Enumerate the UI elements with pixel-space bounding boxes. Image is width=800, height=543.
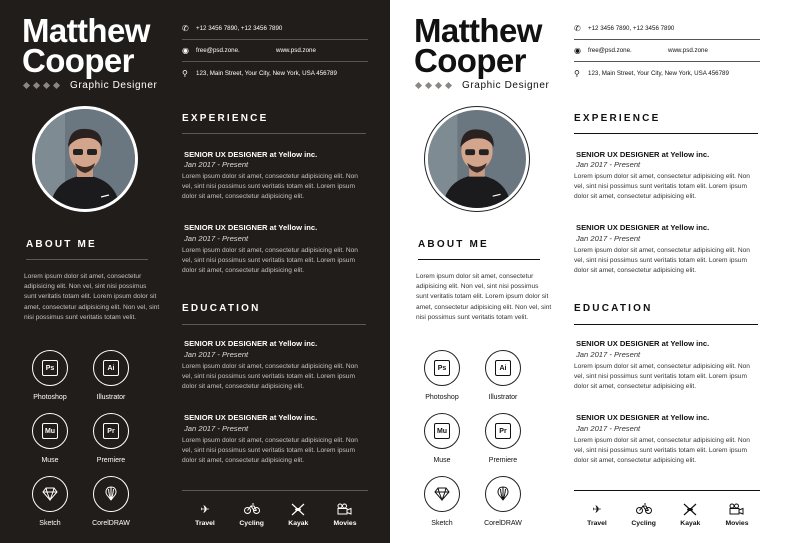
phone-icon: ✆ bbox=[574, 24, 581, 33]
experience-item-date: Jan 2017 - Present bbox=[184, 234, 249, 243]
airplane-icon: ✈ bbox=[592, 504, 602, 516]
hobbies-row bbox=[574, 490, 760, 527]
airplane-icon: ✈ bbox=[200, 504, 210, 516]
hobby-kayak bbox=[667, 503, 713, 527]
education-item-text: Lorem ipsum dolor sit amet, consectetur adipisicing elit. Non vel, sint nisi possimus sunt veritatis totam elit. Lorem ipsum dolor sit amet, consectetur adipisicing elit. bbox=[574, 437, 750, 465]
hobby-label: Cycling bbox=[631, 520, 656, 527]
diamond-icon bbox=[435, 82, 442, 89]
skill-badge bbox=[93, 413, 129, 449]
photoshop-icon: Ps bbox=[434, 360, 450, 376]
movie-camera-icon bbox=[322, 503, 368, 517]
diamond-icon bbox=[33, 82, 40, 89]
experience-item-title: SENIOR UX DESIGNER at Yellow inc. bbox=[576, 150, 710, 159]
skill-muse bbox=[412, 413, 472, 464]
skill-premiere bbox=[81, 413, 141, 464]
photoshop-icon: Ps bbox=[42, 360, 58, 376]
experience-item-text: Lorem ipsum dolor sit amet, consectetur adipisicing elit. Non vel, sint nisi possimus sunt veritatis totam elit. Lorem ipsum dolor sit amet, consectetur adipisicing elit. bbox=[182, 247, 358, 275]
kayak-icon bbox=[275, 503, 321, 517]
coreldraw-balloon-icon bbox=[105, 486, 117, 502]
muse-icon: Mu bbox=[434, 423, 450, 439]
hobby-label: Travel bbox=[195, 520, 215, 527]
education-divider bbox=[182, 324, 366, 325]
hobby-label: Cycling bbox=[239, 520, 264, 527]
location-pin-icon: ⚲ bbox=[182, 68, 188, 78]
contact-web-row bbox=[574, 40, 760, 62]
skill-sketch bbox=[412, 476, 472, 527]
kayak-icon bbox=[667, 503, 713, 517]
skill-badge bbox=[424, 350, 460, 386]
education-item-text: Lorem ipsum dolor sit amet, consectetur adipisicing elit. Non vel, sint nisi possimus sunt veritatis totam elit. Lorem ipsum dolor sit amet, consectetur adipisicing elit. bbox=[182, 437, 358, 465]
globe-icon: ◉ bbox=[574, 46, 581, 55]
education-heading: EDUCATION bbox=[574, 303, 653, 314]
skill-illustrator bbox=[473, 350, 533, 401]
skill-label: Premiere bbox=[96, 457, 126, 464]
about-text: Lorem ipsum dolor sit amet, consectetur adipisicing elit. Non vel, sint nisi possimus sunt veritatis totam elit. Lorem ipsum dolor sit amet, consectetur adipisicing elit. Non vel, sint nisi possimus sunt veritatis totam velit. bbox=[24, 273, 160, 321]
role-row bbox=[416, 80, 549, 91]
experience-item-date: Jan 2017 - Present bbox=[576, 234, 641, 243]
hobby-movies bbox=[714, 503, 760, 527]
illustrator-icon: Ai bbox=[103, 360, 119, 376]
skill-badge bbox=[485, 476, 521, 512]
education-heading: EDUCATION bbox=[182, 303, 261, 314]
experience-heading: EXPERIENCE bbox=[574, 113, 661, 124]
coreldraw-balloon-icon bbox=[497, 486, 509, 502]
premiere-icon: Pr bbox=[495, 423, 511, 439]
phone-icon: ✆ bbox=[182, 24, 189, 33]
hobby-movies bbox=[322, 503, 368, 527]
hobby-label: Kayak bbox=[680, 520, 701, 527]
contact-list bbox=[182, 18, 368, 84]
muse-icon: Mu bbox=[42, 423, 58, 439]
skill-badge bbox=[32, 476, 68, 512]
profile-photo bbox=[424, 106, 530, 212]
experience-item-text: Lorem ipsum dolor sit amet, consectetur adipisicing elit. Non vel, sint nisi possimus sunt veritatis totam elit. Lorem ipsum dolor sit amet, consectetur adipisicing elit. bbox=[574, 173, 750, 201]
skill-badge bbox=[32, 350, 68, 386]
contact-website[interactable]: www.psd.zone bbox=[276, 47, 316, 54]
contact-phone-row bbox=[182, 18, 368, 40]
job-role: Graphic Designer bbox=[462, 80, 550, 91]
contact-web-row bbox=[182, 40, 368, 62]
skill-badge bbox=[485, 350, 521, 386]
contact-list bbox=[574, 18, 760, 84]
diamond-icon bbox=[425, 82, 432, 89]
diamond-icon bbox=[43, 82, 50, 89]
skill-label: CorelDRAW bbox=[92, 520, 130, 527]
about-text: Lorem ipsum dolor sit amet, consectetur adipisicing elit. Non vel, sint nisi possimus sunt veritatis totam elit. Lorem ipsum dolor sit amet, consectetur adipisicing elit. Non vel, sint nisi possimus sunt veritatis totam velit. bbox=[416, 273, 552, 321]
skill-label: CorelDRAW bbox=[484, 520, 522, 527]
illustrator-icon: Ai bbox=[495, 360, 511, 376]
hobby-cycling bbox=[621, 503, 667, 527]
skill-photoshop bbox=[412, 350, 472, 401]
contact-email[interactable]: free@psd.zone. bbox=[196, 47, 240, 54]
name-last: Cooper bbox=[22, 42, 134, 79]
name-first: Matthew bbox=[414, 12, 542, 49]
about-divider bbox=[26, 259, 148, 260]
skill-badge bbox=[424, 413, 460, 449]
movie-camera-icon bbox=[714, 503, 760, 517]
education-item-text: Lorem ipsum dolor sit amet, consectetur adipisicing elit. Non vel, sint nisi possimus sunt veritatis totam elit. Lorem ipsum dolor sit amet, consectetur adipisicing elit. bbox=[182, 363, 358, 391]
premiere-icon: Pr bbox=[103, 423, 119, 439]
skill-badge bbox=[93, 476, 129, 512]
skill-illustrator bbox=[81, 350, 141, 401]
education-item-date: Jan 2017 - Present bbox=[184, 350, 249, 359]
contact-phone-row bbox=[574, 18, 760, 40]
sketch-diamond-icon bbox=[434, 487, 450, 501]
skill-premiere bbox=[473, 413, 533, 464]
hobby-label: Kayak bbox=[288, 520, 309, 527]
experience-divider bbox=[182, 133, 366, 134]
skill-badge bbox=[485, 413, 521, 449]
skill-label: Muse bbox=[41, 457, 59, 464]
diamond-icon bbox=[415, 82, 422, 89]
hobby-label: Movies bbox=[725, 520, 749, 527]
resume-name bbox=[22, 12, 150, 79]
location-pin-icon: ⚲ bbox=[574, 68, 580, 78]
experience-item-date: Jan 2017 - Present bbox=[576, 160, 641, 169]
skill-label: Sketch bbox=[431, 520, 453, 527]
education-item-text: Lorem ipsum dolor sit amet, consectetur adipisicing elit. Non vel, sint nisi possimus sunt veritatis totam elit. Lorem ipsum dolor sit amet, consectetur adipisicing elit. bbox=[574, 363, 750, 391]
bicycle-icon bbox=[621, 503, 667, 517]
resume-light-version bbox=[392, 0, 792, 543]
education-item-title: SENIOR UX DESIGNER at Yellow inc. bbox=[184, 339, 318, 348]
profile-photo-image bbox=[428, 110, 526, 208]
skill-muse bbox=[20, 413, 80, 464]
education-divider bbox=[574, 324, 758, 325]
job-role: Graphic Designer bbox=[70, 80, 158, 91]
skill-photoshop bbox=[20, 350, 80, 401]
hobby-label: Travel bbox=[587, 520, 607, 527]
about-heading: ABOUT ME bbox=[418, 239, 489, 250]
about-heading: ABOUT ME bbox=[26, 239, 97, 250]
hobby-travel bbox=[574, 503, 620, 527]
experience-divider bbox=[574, 133, 758, 134]
contact-website[interactable]: www.psd.zone bbox=[668, 47, 708, 54]
skill-label: Illustrator bbox=[96, 394, 126, 401]
profile-photo bbox=[32, 106, 138, 212]
contact-address-row bbox=[574, 62, 760, 84]
resume-name bbox=[414, 12, 542, 79]
experience-item-title: SENIOR UX DESIGNER at Yellow inc. bbox=[184, 223, 318, 232]
education-item-date: Jan 2017 - Present bbox=[184, 424, 249, 433]
hobby-travel bbox=[182, 503, 228, 527]
experience-item-text: Lorem ipsum dolor sit amet, consectetur adipisicing elit. Non vel, sint nisi possimus sunt veritatis totam elit. Lorem ipsum dolor sit amet, consectetur adipisicing elit. bbox=[574, 247, 750, 275]
skill-label: Premiere bbox=[488, 457, 518, 464]
hobbies-row bbox=[182, 490, 368, 527]
education-item-title: SENIOR UX DESIGNER at Yellow inc. bbox=[184, 413, 318, 422]
education-item-title: SENIOR UX DESIGNER at Yellow inc. bbox=[576, 339, 710, 348]
contact-address: 123, Main Street, Your City, New York, USA 456789 bbox=[588, 69, 729, 77]
bicycle-icon bbox=[229, 503, 275, 517]
skill-badge bbox=[93, 350, 129, 386]
skill-badge bbox=[424, 476, 460, 512]
experience-heading: EXPERIENCE bbox=[182, 113, 269, 124]
contact-phone: +12 3456 7890, +12 3456 7890 bbox=[196, 25, 283, 32]
experience-item-title: SENIOR UX DESIGNER at Yellow inc. bbox=[184, 150, 318, 159]
hobby-kayak bbox=[275, 503, 321, 527]
contact-address: 123, Main Street, Your City, New York, USA 456789 bbox=[196, 69, 337, 77]
name-first: Matthew bbox=[22, 12, 150, 49]
diamond-icon bbox=[53, 82, 60, 89]
experience-item-date: Jan 2017 - Present bbox=[184, 160, 249, 169]
contact-email[interactable]: free@psd.zone. bbox=[588, 47, 632, 54]
education-item-title: SENIOR UX DESIGNER at Yellow inc. bbox=[576, 413, 710, 422]
skill-badge bbox=[32, 413, 68, 449]
skill-coreldraw bbox=[473, 476, 533, 527]
skill-label: Photoshop bbox=[33, 394, 67, 401]
about-divider bbox=[418, 259, 540, 260]
name-last: Cooper bbox=[414, 42, 526, 79]
profile-photo-image bbox=[35, 109, 135, 209]
experience-item-text: Lorem ipsum dolor sit amet, consectetur adipisicing elit. Non vel, sint nisi possimus sunt veritatis totam elit. Lorem ipsum dolor sit amet, consectetur adipisicing elit. bbox=[182, 173, 358, 201]
hobby-label: Movies bbox=[333, 520, 357, 527]
sketch-diamond-icon bbox=[42, 487, 58, 501]
diamond-icon bbox=[23, 82, 30, 89]
education-item-date: Jan 2017 - Present bbox=[576, 424, 641, 433]
skill-label: Photoshop bbox=[425, 394, 459, 401]
skill-sketch bbox=[20, 476, 80, 527]
contact-address-row bbox=[182, 62, 368, 84]
education-item-date: Jan 2017 - Present bbox=[576, 350, 641, 359]
skill-label: Illustrator bbox=[488, 394, 518, 401]
skill-label: Muse bbox=[433, 457, 451, 464]
skill-label: Sketch bbox=[39, 520, 61, 527]
globe-icon: ◉ bbox=[182, 46, 189, 55]
role-row bbox=[24, 80, 157, 91]
hobby-cycling bbox=[229, 503, 275, 527]
experience-item-title: SENIOR UX DESIGNER at Yellow inc. bbox=[576, 223, 710, 232]
skill-coreldraw bbox=[81, 476, 141, 527]
contact-phone: +12 3456 7890, +12 3456 7890 bbox=[588, 25, 675, 32]
diamond-icon bbox=[445, 82, 452, 89]
